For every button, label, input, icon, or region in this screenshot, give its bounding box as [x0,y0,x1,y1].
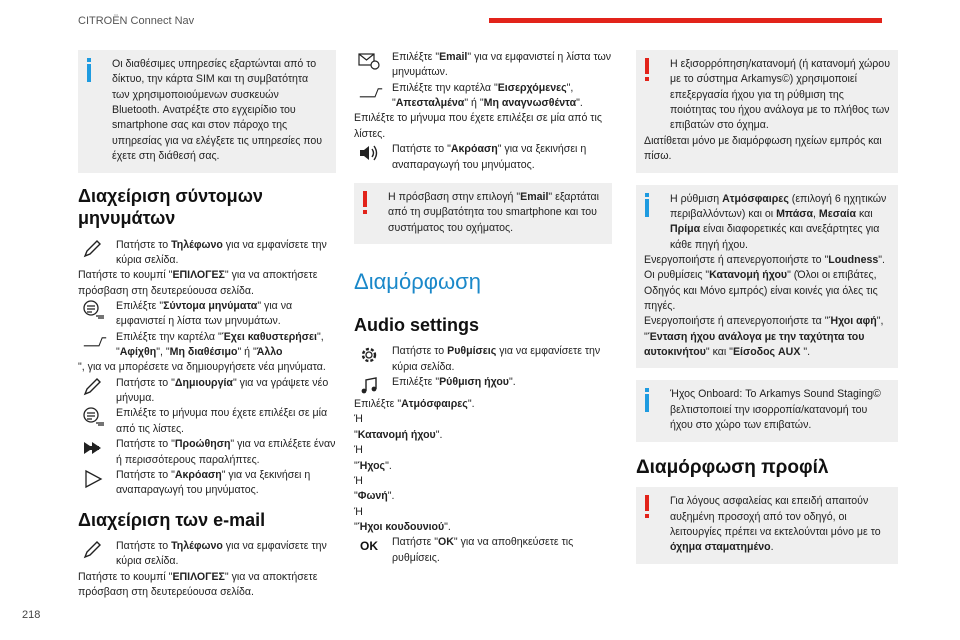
section-title-config: Διαμόρφωση [354,268,481,294]
info-note [78,50,336,173]
step-audio-setting: Επιλέξτε "Ρύθμιση ήχου". [354,375,612,397]
gear-icon [354,344,384,366]
step-tab-select: Επιλέξτε την καρτέλα "Έχει καθυστερήσει", "Αφίχθη", "Μη διαθέσιμο" ή "Άλλο [78,330,336,361]
text-options-email: Πατήστε το κουμπί "ΕΠΙΛΟΓΕΣ" για να αποκτήσετε πρόσβαση στη δευτερεύουσα σελίδα. [78,570,318,599]
ok-button-label: OK [360,538,378,553]
message-list-icon [78,299,108,321]
option-distribution: "Κατανομή ήχου". [354,428,443,441]
info-text: Οι διαθέσιμες υπηρεσίες εξαρτώνται από το δίκτυο, την κάρτα SIM και τη συμβατότητα των χρησιμοποιούμενων συσκευών Bluetooth. Ανατρέξτε στο εγχειρίδιο του smartphone σας και στον πάροχο της υπηρεσίας για να ελέγξετε τις υπηρεσίες που έχετε στη διάθεσή σας. [112,58,323,163]
info-icon [644,388,650,412]
option-voice: "Φωνή". [354,490,395,503]
header-title: CITROËN Connect Nav [78,15,195,27]
speaker-icon [354,142,384,164]
step-phone-open: Πατήστε το Τηλέφωνο για να εμφανίσετε την κύρια σελίδα. [78,238,336,269]
or-3: Ή [354,474,363,487]
heading-profile-config: Διαμόρφωση προφίλ [636,456,829,478]
column-1 [78,50,336,601]
warning-icon [644,495,650,519]
text-select-email: Επιλέξτε το μήνυμα που έχετε επιλέξει σε μία από τις λίστες. [354,112,602,140]
info-note-onboard: Ήχος Onboard: Το Arkamys Sound Staging© βελτιστοποιεί την ισορροπία/κατανομή του ήχου στο χώρο των επιβατών. [636,380,898,441]
warning-icon [644,58,650,82]
tab-bar-icon [78,330,112,352]
pencil-icon [78,238,108,260]
step-sms: Επιλέξτε "Σύντομα μηνύματα" για να εμφανιστεί η λίστα των μηνυμάτων. [78,299,336,330]
step-forward: Πατήστε το "Προώθηση" για να επιλέξετε έναν ή περισσότερους παραλήπτες. [78,437,336,468]
music-note-icon [354,375,384,397]
info-note-ambience: Η ρύθμιση Ατμόσφαιρες (επιλογή 6 ηχητικών περιβαλλόντων) και οι Μπάσα, Μεσαία και Πρίμα είναι διαφορετικές και ανεξάρτητες για κάθε πηγή ήχου. Ενεργοποιήστε ή απενεργοποιήστε το "Loudness". Οι ρυθμίσεις "Κατανομή ήχου" (Όλοι οι επιβάτες, Οδηγός και Μόνο εμπρός) είναι κοινές για όλες τις πηγές. Ενεργοποιήστε ή απενεργοποιήστε τα "Ήχοι αφή", "Ένταση ήχου ανάλογα με την ταχύτητα του αυτοκινήτου" και "Είσοδος AUX ". [636,185,898,369]
step-listen: Πατήστε το "Ακρόαση" για να ξεκινήσει η αναπαραγωγή του μηνύματος. [78,468,336,499]
warning-note-arkamys: Η εξισορρόπηση/κατανομή (ή κατανομή χώρου με το σύστημα Arkamys©) χρησιμοποιεί επεξεργασία ήχου για τη ρύθμιση της ποιότητας του ήχου ανάλογα με το πλήθος των επιβατών στο όχημα. Διατίθεται μόνο με διαμόρφωση ηχείων εμπρός και πίσω. [636,50,898,173]
warning-note-safety: Για λόγους ασφαλείας και επειδή απαιτούν αυξημένη προσοχή από τον οδηγό, οι λειτουργίες πρέπει να εκτελούνται μόνο με το όχημα σταματημένο. [636,487,898,563]
or-1: Ή [354,413,363,426]
step-create: Πατήστε το "Δημιουργία" για να γράψετε νέο μήνυμα. [78,376,336,407]
heading-manage-email: Διαχείριση των e-mail [78,509,266,530]
option-ambience: Επιλέξτε "Ατμόσφαιρες". [354,398,475,411]
step-phone-open-email: Πατήστε το Τηλέφωνο για να εμφανίσετε την κύρια σελίδα. [78,539,336,570]
step-email-listen: Πατήστε το "Ακρόαση" για να ξεκινήσει η αναπαραγωγή του μηνύματος. [354,142,612,173]
column-2 [354,50,612,566]
text-create-new: ", για να μπορέσετε να δημιουργήσετε νέα μηνύματα. [78,361,326,374]
warning-icon [362,191,368,215]
heading-audio-settings: Audio settings [354,314,479,335]
pencil-icon [78,376,108,398]
forward-arrow-icon [78,437,108,459]
column-3 [636,50,898,576]
heading-manage-messages: Διαχείριση σύντομων μηνυμάτων [78,185,263,229]
step-ok: OK Πατήστε "OK" για να αποθηκεύσετε τις ρυθμίσεις. [354,535,612,566]
step-email: Επιλέξτε "Email" για να εμφανιστεί η λίστα των μηνυμάτων. [354,50,612,81]
option-sound: "Ήχος". [354,459,392,472]
tab-bar-icon [354,81,388,103]
email-icon [354,50,384,72]
or-4: Ή [354,505,363,518]
warning-note-email: Η πρόσβαση στην επιλογή "Email" εξαρτάται από τη συμβατότητα του smartphone και του συστήματος του οχήματος. [354,183,612,244]
info-icon [86,58,92,82]
option-ringtones: "Ήχοι κουδουνιού". [354,520,451,533]
pencil-icon [78,539,108,561]
info-icon [644,193,650,217]
step-email-tabs: Επιλέξτε την καρτέλα "Εισερχόμενες", "Απεσταλμένα" ή "Μη αναγνωσθέντα". [354,81,612,112]
message-list-icon [78,406,108,428]
header-accent-bar [489,18,882,23]
or-2: Ή [354,444,363,457]
page-number: 218 [22,609,41,621]
text-options: Πατήστε το κουμπί "ΕΠΙΛΟΓΕΣ" για να αποκτήσετε πρόσβαση στη δευτερεύουσα σελίδα. [78,269,318,297]
step-select-message: Επιλέξτε το μήνυμα που έχετε επιλέξει σε μία από τις λίστες. [78,406,336,437]
step-settings: Πατήστε το Ρυθμίσεις για να εμφανίσετε την κύρια σελίδα. [354,344,612,375]
play-icon [78,468,108,490]
